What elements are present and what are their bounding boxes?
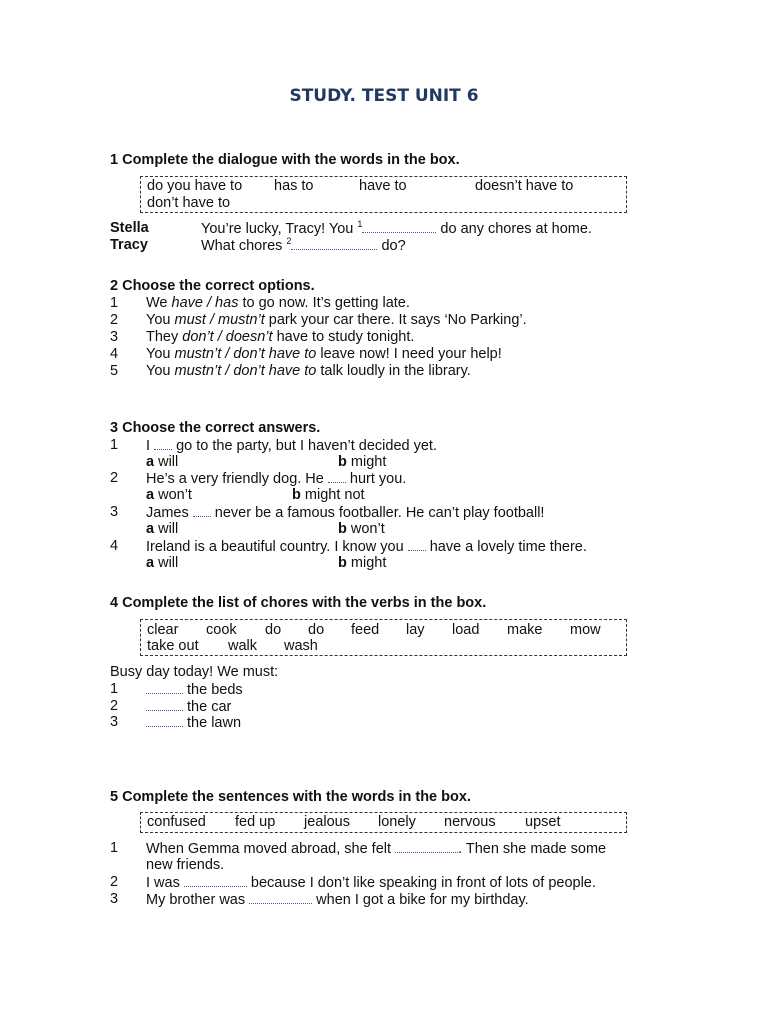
exercise-item: I was because I don’t like speaking in front of lots of people. bbox=[146, 875, 596, 891]
box-word: fed up bbox=[235, 814, 276, 830]
box-word: cook bbox=[206, 622, 237, 638]
option-b[interactable]: b won’t bbox=[338, 521, 385, 537]
section-1-heading: 1 Complete the dialogue with the words in the box. bbox=[110, 152, 460, 168]
word-box-4 bbox=[140, 619, 627, 656]
box-word: has to bbox=[274, 178, 314, 194]
item-number: 1 bbox=[110, 295, 119, 311]
answer-blank[interactable] bbox=[362, 220, 436, 233]
speaker-name: Tracy bbox=[110, 237, 148, 253]
box-word: do bbox=[308, 622, 325, 638]
item-number: 2 bbox=[110, 470, 119, 486]
item-number: 4 bbox=[110, 346, 119, 362]
box-word: have to bbox=[359, 178, 407, 194]
chore-item: the car bbox=[146, 698, 231, 716]
item-number: 4 bbox=[110, 538, 119, 554]
answer-blank[interactable] bbox=[193, 504, 211, 517]
box-word: doesn’t have to bbox=[475, 178, 574, 194]
dialogue-line: You’re lucky, Tracy! You $^1$ do any chores at home. bbox=[201, 219, 592, 237]
answer-blank[interactable] bbox=[146, 698, 183, 711]
dialogue-line: What chores $^2$ do? bbox=[201, 236, 406, 254]
item-number: 3 bbox=[110, 714, 119, 730]
box-word: confused bbox=[147, 814, 206, 830]
box-word: take out bbox=[147, 638, 199, 654]
exercise-item: You mustn’t / don’t have to leave now! I need your help! bbox=[146, 346, 502, 362]
box-word: make bbox=[507, 622, 543, 638]
item-number: 3 bbox=[110, 329, 119, 345]
box-word: mow bbox=[570, 622, 601, 638]
page-title: STUDY. TEST UNIT 6 bbox=[289, 86, 479, 106]
box-word: jealous bbox=[304, 814, 350, 830]
chore-item: the lawn bbox=[146, 714, 241, 732]
option-a[interactable]: a will bbox=[146, 521, 179, 537]
exercise-item: You mustn’t / don’t have to talk loudly in the library. bbox=[146, 363, 471, 379]
option-b[interactable]: b might bbox=[338, 454, 387, 470]
box-word: lonely bbox=[378, 814, 416, 830]
box-word: do bbox=[265, 622, 282, 638]
answer-blank[interactable] bbox=[146, 681, 183, 694]
box-word: wash bbox=[284, 638, 318, 654]
item-number: 3 bbox=[110, 891, 119, 907]
item-number: 2 bbox=[110, 698, 119, 714]
item-number: 3 bbox=[110, 504, 119, 520]
box-word: do you have to bbox=[147, 178, 243, 194]
exercise-item: He’s a very friendly dog. He hurt you. bbox=[146, 471, 407, 487]
chore-item: the beds bbox=[146, 681, 243, 699]
item-number: 1 bbox=[110, 840, 119, 856]
box-word: don’t have to bbox=[147, 195, 231, 211]
box-word: upset bbox=[525, 814, 561, 830]
exercise-item: James never be a famous footballer. He can’t play football! bbox=[146, 505, 545, 521]
exercise-item: When Gemma moved abroad, she felt . Then she made some bbox=[146, 841, 607, 857]
word-box-1 bbox=[140, 176, 627, 213]
chores-intro: Busy day today! We must: bbox=[110, 664, 279, 680]
box-word: load bbox=[452, 622, 480, 638]
speaker-name: Stella bbox=[110, 220, 149, 236]
section-4-heading: 4 Complete the list of chores with the verbs in the box. bbox=[110, 595, 487, 611]
item-number: 2 bbox=[110, 312, 119, 328]
exercise-item: Ireland is a beautiful country. I know you have a lovely time there. bbox=[146, 539, 587, 555]
item-number: 5 bbox=[110, 363, 119, 379]
answer-blank[interactable] bbox=[154, 437, 172, 450]
answer-blank[interactable] bbox=[328, 470, 346, 483]
section-5-heading: 5 Complete the sentences with the words in the box. bbox=[110, 789, 471, 805]
item-number: 1 bbox=[110, 437, 119, 453]
item-number: 1 bbox=[110, 681, 119, 697]
item-number: 2 bbox=[110, 874, 119, 890]
exercise-item: We have / has to go now. It’s getting late. bbox=[146, 295, 410, 311]
option-a[interactable]: a will bbox=[146, 454, 179, 470]
box-word: walk bbox=[228, 638, 258, 654]
box-word: feed bbox=[351, 622, 380, 638]
box-word: clear bbox=[147, 622, 179, 638]
answer-blank[interactable] bbox=[184, 874, 247, 887]
option-b[interactable]: b might not bbox=[292, 487, 365, 503]
option-a[interactable]: a won’t bbox=[146, 487, 192, 503]
box-word: nervous bbox=[444, 814, 496, 830]
section-2-heading: 2 Choose the correct options. bbox=[110, 278, 315, 294]
exercise-item: They don’t / doesn’t have to study tonight. bbox=[146, 329, 415, 345]
word-box-5 bbox=[140, 812, 627, 833]
exercise-item: I go to the party, but I haven’t decided yet. bbox=[146, 438, 437, 454]
answer-blank[interactable] bbox=[249, 891, 312, 904]
answer-blank[interactable] bbox=[408, 538, 426, 551]
answer-blank[interactable] bbox=[291, 237, 377, 250]
answer-blank[interactable] bbox=[146, 714, 183, 727]
exercise-item: You must / mustn’t park your car there. It says ‘No Parking’. bbox=[146, 312, 527, 328]
exercise-item-continued: new friends. bbox=[146, 857, 225, 873]
option-a[interactable]: a will bbox=[146, 555, 179, 571]
section-3-heading: 3 Choose the correct answers. bbox=[110, 420, 321, 436]
box-word: lay bbox=[406, 622, 425, 638]
option-b[interactable]: b might bbox=[338, 555, 387, 571]
answer-blank[interactable] bbox=[395, 840, 458, 853]
exercise-item: My brother was when I got a bike for my birthday. bbox=[146, 892, 529, 908]
